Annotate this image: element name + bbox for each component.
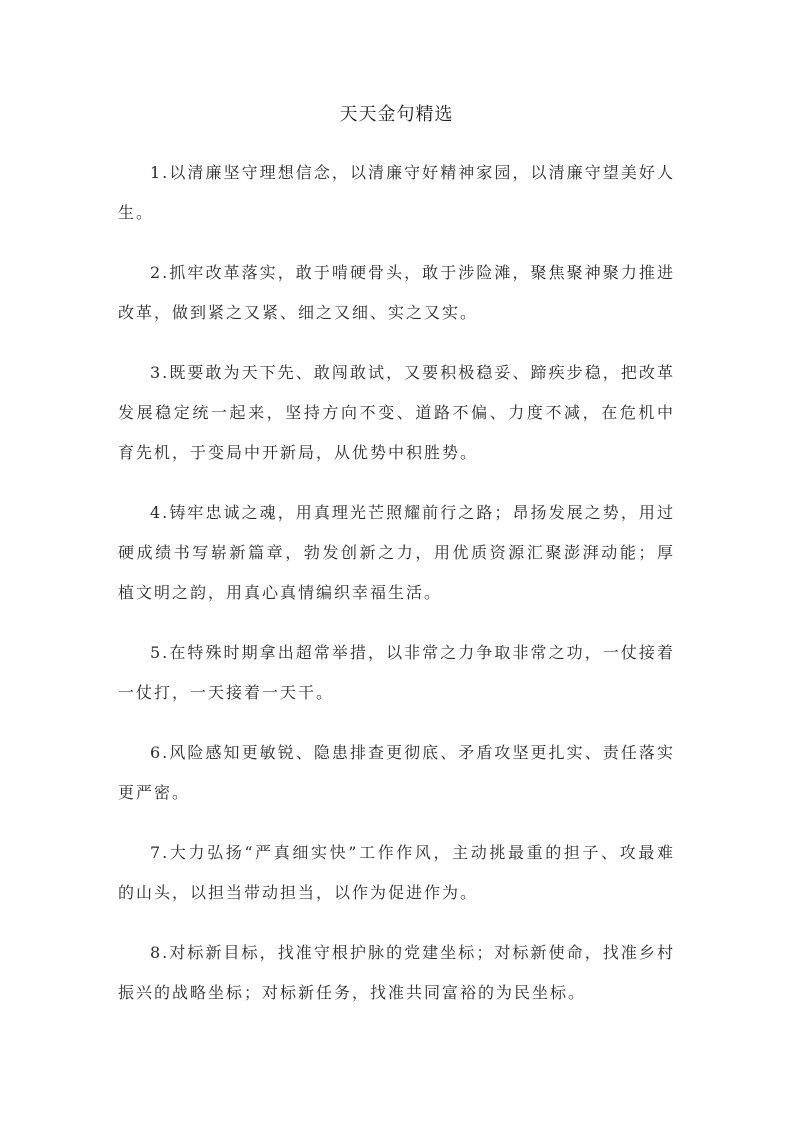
quote-item-1: 1.以清廉坚守理想信念，以清廉守好精神家园，以清廉守望美好人生。	[118, 163, 675, 222]
document-title: 天天金句精选	[339, 104, 454, 125]
quote-item-6: 6.风险感知更敏锐、隐患排查更彻底、矛盾攻坚更扎实、责任落实更严密。	[118, 743, 675, 802]
quote-item-5: 5.在特殊时期拿出超常举措，以非常之力争取非常之功，一仗接着一仗打，一天接着一天干。	[118, 643, 675, 702]
quote-item-3: 3.既要敢为天下先、敢闯敢试，又要积极稳妥、蹄疾步稳，把改革发展稳定统一起来，坚持方向不变、道路不偏、力度不减，在危机中育先机，于变局中开新局，从优势中积胜势。	[118, 363, 675, 462]
quote-item-8: 8.对标新目标，找准守根护脉的党建坐标；对标新使命，找准乡村振兴的战略坐标；对标新任务，找准共同富裕的为民坐标。	[118, 943, 675, 1002]
quote-item-2: 2.抓牢改革落实，敢于啃硬骨头，敢于涉险滩，聚焦聚神聚力推进改革，做到紧之又紧、细之又细、实之又实。	[118, 263, 675, 322]
quote-item-7: 7.大力弘扬“严真细实快”工作作风，主动挑最重的担子、攻最难的山头，以担当带动担当，以作为促进作为。	[118, 843, 675, 902]
quote-item-4: 4.铸牢忠诚之魂，用真理光芒照耀前行之路；昂扬发展之势，用过硬成绩书写崭新篇章，勃发创新之力，用优质资源汇聚澎湃动能；厚植文明之韵，用真心真情编织幸福生活。	[118, 503, 675, 602]
